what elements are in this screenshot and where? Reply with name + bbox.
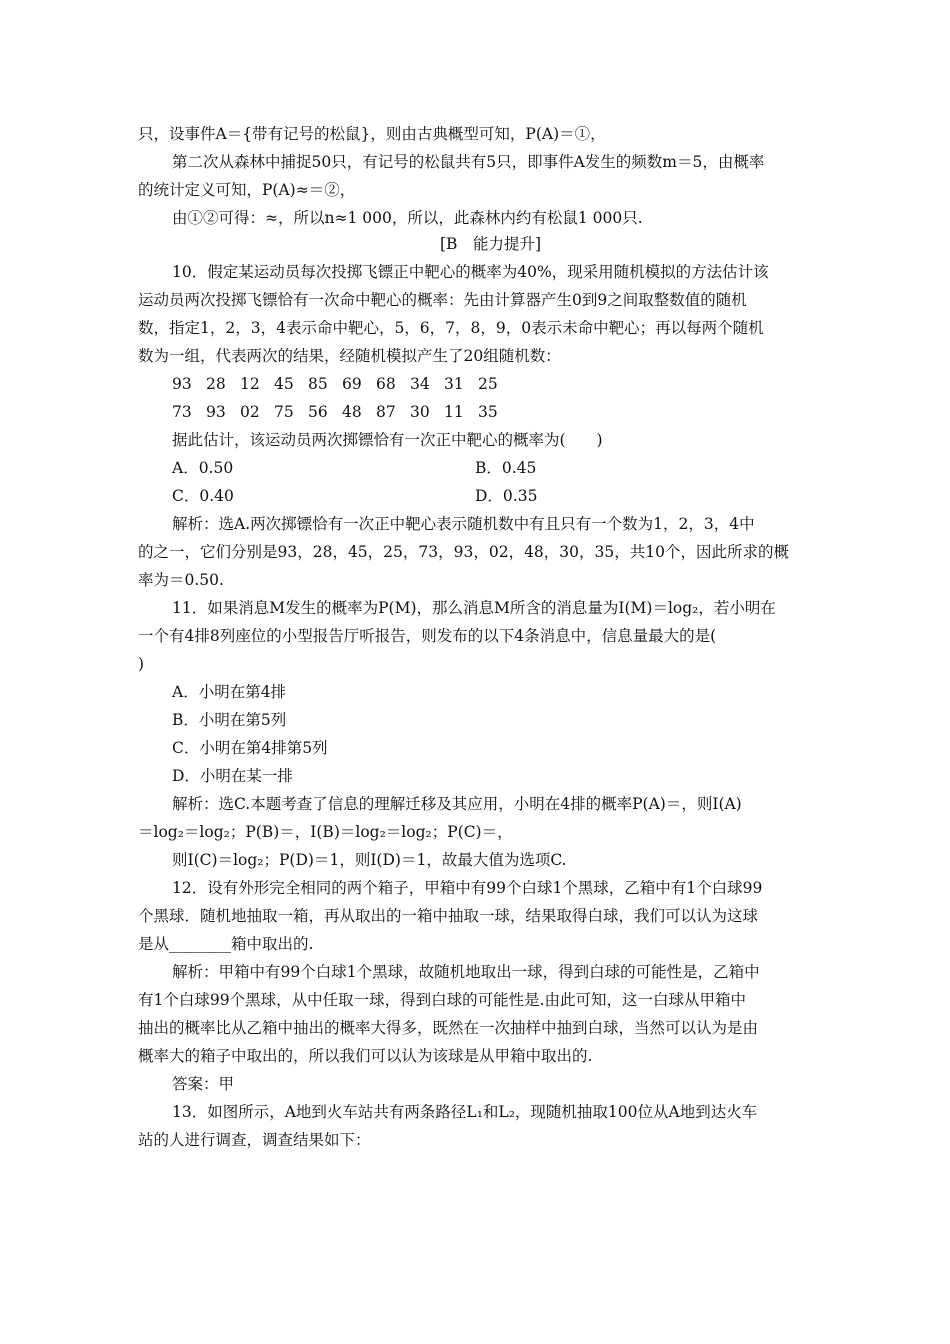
random-number: 56 bbox=[308, 403, 328, 421]
random-number: 85 bbox=[308, 375, 328, 393]
text-line: 第二次从森林中捕捉50只，有记号的松鼠共有5只，即事件A发生的频数m＝5，由概率 bbox=[172, 153, 765, 171]
text-line: 由①②可得：≈，所以n≈1 000，所以，此森林内约有松鼠1 000只. bbox=[172, 209, 643, 227]
analysis-line: 解析：选A.两次掷镖恰有一次正中靶心表示随机数中有且只有一个数为1，2，3，4中 bbox=[172, 515, 755, 533]
random-number: 48 bbox=[342, 403, 362, 421]
random-number: 02 bbox=[240, 403, 260, 421]
random-numbers-row-1 bbox=[172, 374, 512, 394]
question-11: 11．如果消息M发生的概率为P(M)，那么消息M所含的消息量为I(M)＝log₂，若小明在 bbox=[172, 599, 776, 617]
text-line: 则I(C)＝log₂；P(D)＝1，则I(D)＝1，故最大值为选项C. bbox=[172, 851, 567, 869]
text-line: 数，指定1，2，3，4表示命中靶心，5，6，7，8，9，0表示未命中靶心；再以每两个随机 bbox=[138, 319, 764, 337]
random-numbers-row-2 bbox=[172, 402, 512, 422]
random-number: 12 bbox=[240, 375, 260, 393]
random-number: 11 bbox=[444, 403, 464, 421]
question-10: 10．假定某运动员每次投掷飞镖正中靶心的概率为40%，现采用随机模拟的方法估计该 bbox=[172, 263, 769, 281]
question-12: 12．设有外形完全相同的两个箱子，甲箱中有99个白球1个黑球，乙箱中有1个白球99 bbox=[172, 879, 763, 897]
text-line: ) bbox=[138, 655, 145, 673]
text-line: 一个有4排8列座位的小型报告厅听报告，则发布的以下4条消息中，信息量最大的是( bbox=[138, 627, 717, 645]
random-number: 93 bbox=[172, 375, 192, 393]
random-number: 75 bbox=[274, 403, 294, 421]
text-line: 站的人进行调查，调查结果如下： bbox=[138, 1131, 371, 1149]
option-a: A．小明在第4排 bbox=[172, 683, 287, 701]
random-number: 34 bbox=[410, 375, 430, 393]
option-d: D．0.35 bbox=[475, 487, 538, 505]
analysis-line: 解析：甲箱中有99个白球1个黑球，故随机地取出一球，得到白球的可能性是，乙箱中 bbox=[172, 963, 760, 981]
option-b: B．0.45 bbox=[475, 459, 537, 477]
text-line: 率为＝0.50. bbox=[138, 571, 224, 589]
random-number: 69 bbox=[342, 375, 362, 393]
text-line: 运动员两次投掷飞镖恰有一次命中靶心的概率：先由计算器产生0到9之间取整数值的随机 bbox=[138, 291, 747, 309]
option-c: C．0.40 bbox=[172, 487, 234, 505]
text-line: 数为一组，代表两次的结果，经随机模拟产生了20组随机数： bbox=[138, 347, 561, 365]
random-number: 73 bbox=[172, 403, 192, 421]
option-d: D．小明在某一排 bbox=[172, 767, 293, 785]
text-line: 的之一，它们分别是93，28，45，25，73，93，02，48，30，35，共10个，因此所求的概 bbox=[138, 543, 789, 561]
option-b: B．小明在第5列 bbox=[172, 711, 287, 729]
random-number: 35 bbox=[478, 403, 498, 421]
text-line: 抽出的概率比从乙箱中抽出的概率大得多，既然在一次抽样中抽到白球，当然可以认为是由 bbox=[138, 1019, 759, 1037]
random-number: 68 bbox=[376, 375, 396, 393]
text-line: 据此估计，该运动员两次掷镖恰有一次正中靶心的概率为( ) bbox=[172, 431, 603, 449]
analysis-line: 解析：选C.本题考查了信息的理解迁移及其应用，小明在4排的概率P(A)＝，则I(A) bbox=[172, 795, 742, 813]
option-c: C．小明在第4排第5列 bbox=[172, 739, 328, 757]
question-13: 13．如图所示，A地到火车站共有两条路径L₁和L₂，现随机抽取100位从A地到达火车 bbox=[172, 1103, 758, 1121]
text-line: 的统计定义可知，P(A)≈＝②， bbox=[138, 181, 356, 199]
section-heading: [B 能力提升] bbox=[440, 235, 541, 253]
random-number: 25 bbox=[478, 375, 498, 393]
options-row-2 bbox=[172, 486, 872, 506]
random-number: 93 bbox=[206, 403, 226, 421]
text-line: 是从________箱中取出的. bbox=[138, 935, 314, 953]
random-number: 87 bbox=[376, 403, 396, 421]
random-number: 31 bbox=[444, 375, 464, 393]
options-row-1 bbox=[172, 458, 872, 478]
text-line: ＝log₂＝log₂；P(B)＝，I(B)＝log₂＝log₂；P(C)＝， bbox=[138, 823, 513, 841]
option-a: A．0.50 bbox=[172, 459, 234, 477]
answer-line: 答案：甲 bbox=[172, 1075, 235, 1093]
text-line: 只，设事件A＝{带有记号的松鼠}，则由古典概型可知，P(A)＝①， bbox=[138, 125, 606, 143]
text-line: 个黑球．随机地抽取一箱，再从取出的一箱中抽取一球，结果取得白球，我们可以认为这球 bbox=[138, 907, 759, 925]
random-number: 45 bbox=[274, 375, 294, 393]
text-line: 概率大的箱子中取出的，所以我们可以认为该球是从甲箱中取出的. bbox=[138, 1047, 593, 1065]
random-number: 30 bbox=[410, 403, 430, 421]
random-number: 28 bbox=[206, 375, 226, 393]
text-line: 有1个白球99个黑球，从中任取一球，得到白球的可能性是.由此可知，这一白球从甲箱中 bbox=[138, 991, 747, 1009]
